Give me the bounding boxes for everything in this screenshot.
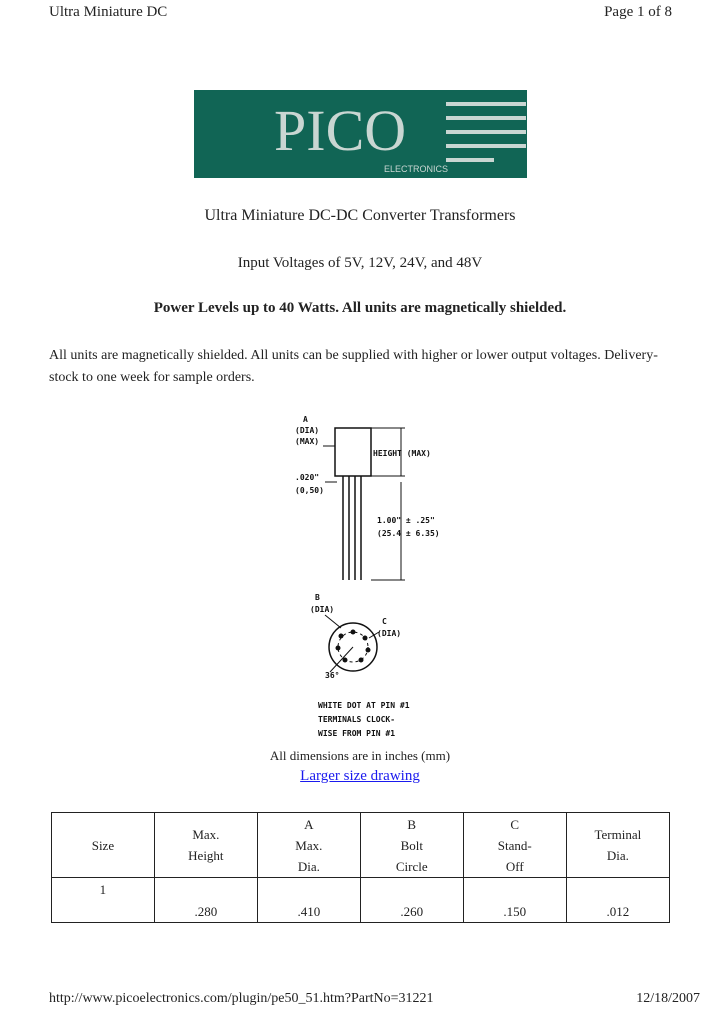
logo-brand: PICO <box>274 98 407 163</box>
dimensions-note: All dimensions are in inches (mm) <box>269 748 451 763</box>
label-b: B <box>315 593 320 602</box>
label-standoff-mm: (0,50) <box>295 486 324 495</box>
header-b-bolt-circle: B Bolt Circle <box>360 813 463 878</box>
note-line-2: TERMINALS CLOCK- <box>318 715 396 724</box>
label-lead: 1.00" ± .25" <box>377 516 435 525</box>
cell-c: .150 <box>463 878 566 923</box>
note-line-1: WHITE DOT AT PIN #1 <box>318 701 410 710</box>
label-angle: 36° <box>325 671 340 680</box>
transformer-drawing <box>285 410 445 745</box>
power-levels: Power Levels up to 40 Watts. All units are magnetically shielded. <box>153 300 567 316</box>
table-header-row <box>52 813 670 878</box>
footer-date: 12/18/2007 <box>636 991 700 1006</box>
cell-a: .410 <box>257 878 360 923</box>
label-a-max: (MAX) <box>295 437 320 446</box>
header-title: Ultra Miniature DC <box>49 4 168 20</box>
cell-terminal: .012 <box>566 878 669 923</box>
label-c-dia: (DIA) <box>377 629 402 638</box>
logo-sub: ELECTRONICS <box>384 164 449 174</box>
header-terminal-dia: Terminal Dia. <box>566 813 669 878</box>
label-c: C <box>382 617 387 626</box>
table-row <box>52 878 670 923</box>
footer-url: http://www.picoelectronics.com/plugin/pe50_51.htm?PartNo=31221 <box>49 991 434 1006</box>
pico-logo <box>194 90 527 178</box>
note-line-3: WISE FROM PIN #1 <box>318 729 396 738</box>
page-number: Page 1 of 8 <box>604 4 672 20</box>
label-b-dia: (DIA) <box>310 605 335 614</box>
cell-height: .280 <box>154 878 257 923</box>
header-max-height: Max. Height <box>154 813 257 878</box>
header-size: Size <box>52 813 155 878</box>
spec-table <box>51 812 670 923</box>
cell-b: .260 <box>360 878 463 923</box>
cell-size: 1 <box>52 878 155 923</box>
page-title: Ultra Miniature DC-DC Converter Transformers <box>204 207 516 224</box>
input-voltages: Input Voltages of 5V, 12V, 24V, and 48V <box>237 255 483 271</box>
header-c-standoff: C Stand- Off <box>463 813 566 878</box>
label-a: A <box>303 415 308 424</box>
label-height: HEIGHT (MAX) <box>373 449 431 458</box>
label-lead-mm: (25.4 ± 6.35) <box>377 529 440 538</box>
intro-paragraph: All units are magnetically shielded. All units can be supplied with higher or lower output voltages. Delivery-stock to one week for sample orders. <box>49 348 658 385</box>
label-standoff: .020" <box>295 473 320 482</box>
header-a-max-dia: A Max. Dia. <box>257 813 360 878</box>
larger-drawing-link[interactable]: Larger size drawing <box>300 768 420 784</box>
label-a-dia: (DIA) <box>295 426 320 435</box>
